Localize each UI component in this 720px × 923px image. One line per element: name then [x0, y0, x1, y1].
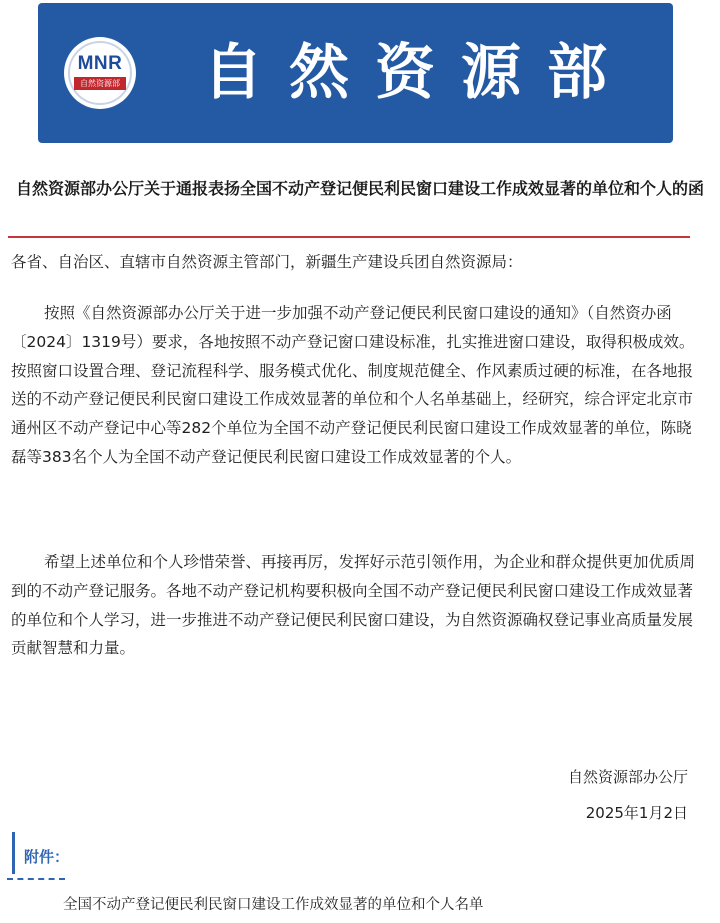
attachment-item-link[interactable]: 全国不动产登记便民利民窗口建设工作成效显著的单位和个人名单: [63, 897, 484, 913]
header-banner: [38, 3, 673, 143]
attachment-dashed-underline: [7, 878, 65, 880]
title-divider: [8, 236, 690, 238]
attachment-accent-bar: [12, 832, 15, 874]
body-paragraph-1: 按照《自然资源部办公厅关于进一步加强不动产登记便民利民窗口建设的通知》（自然资办函〔2024〕1319号）要求，各地按照不动产登记窗口建设标准，扎实推进窗口建设，取得积极成效。按照窗口设置合理、登记流程科学、服务模式优化、制度规范健全、作风素质过硬的标准，在各地报送的不动产登记便民利民窗口建设工作成效显著的单位和个人名单基础上，经研究，综合评定北京市通州区不动产登记中心等282个单位为全国不动产登记便民利民窗口建设工作成效显著的单位，陈晓磊等383名个人为全国不动产登记便民利民窗口建设工作成效显著的个人。: [11, 304, 695, 466]
logo-subtext: 自然资源部: [74, 77, 126, 90]
signature-issuer: 自然资源部办公厅: [567, 768, 688, 786]
signature-date: 2025年1月2日: [585, 804, 688, 822]
attachment-label: 附件：: [24, 848, 70, 866]
banner-title: 自然资源部: [203, 38, 633, 108]
mnr-logo: [64, 37, 136, 109]
body-paragraph-2: 希望上述单位和个人珍惜荣誉、再接再厉，发挥好示范引领作用，为企业和群众提供更加优质周到的不动产登记服务。各地不动产登记机构要积极向全国不动产登记便民利民窗口建设工作成效显著的单位和个人学习，进一步推进不动产登记便民利民窗口建设，为自然资源确权登记事业高质量发展贡献智慧和力量。: [11, 553, 696, 658]
document-title: 自然资源部办公厅关于通报表扬全国不动产登记便民利民窗口建设工作成效显著的单位和个人的函: [16, 179, 705, 198]
salutation: 各省、自治区、直辖市自然资源主管部门，新疆生产建设兵团自然资源局：: [11, 253, 523, 271]
logo-text: MNR: [77, 53, 123, 74]
attachment-header: [5, 832, 69, 880]
